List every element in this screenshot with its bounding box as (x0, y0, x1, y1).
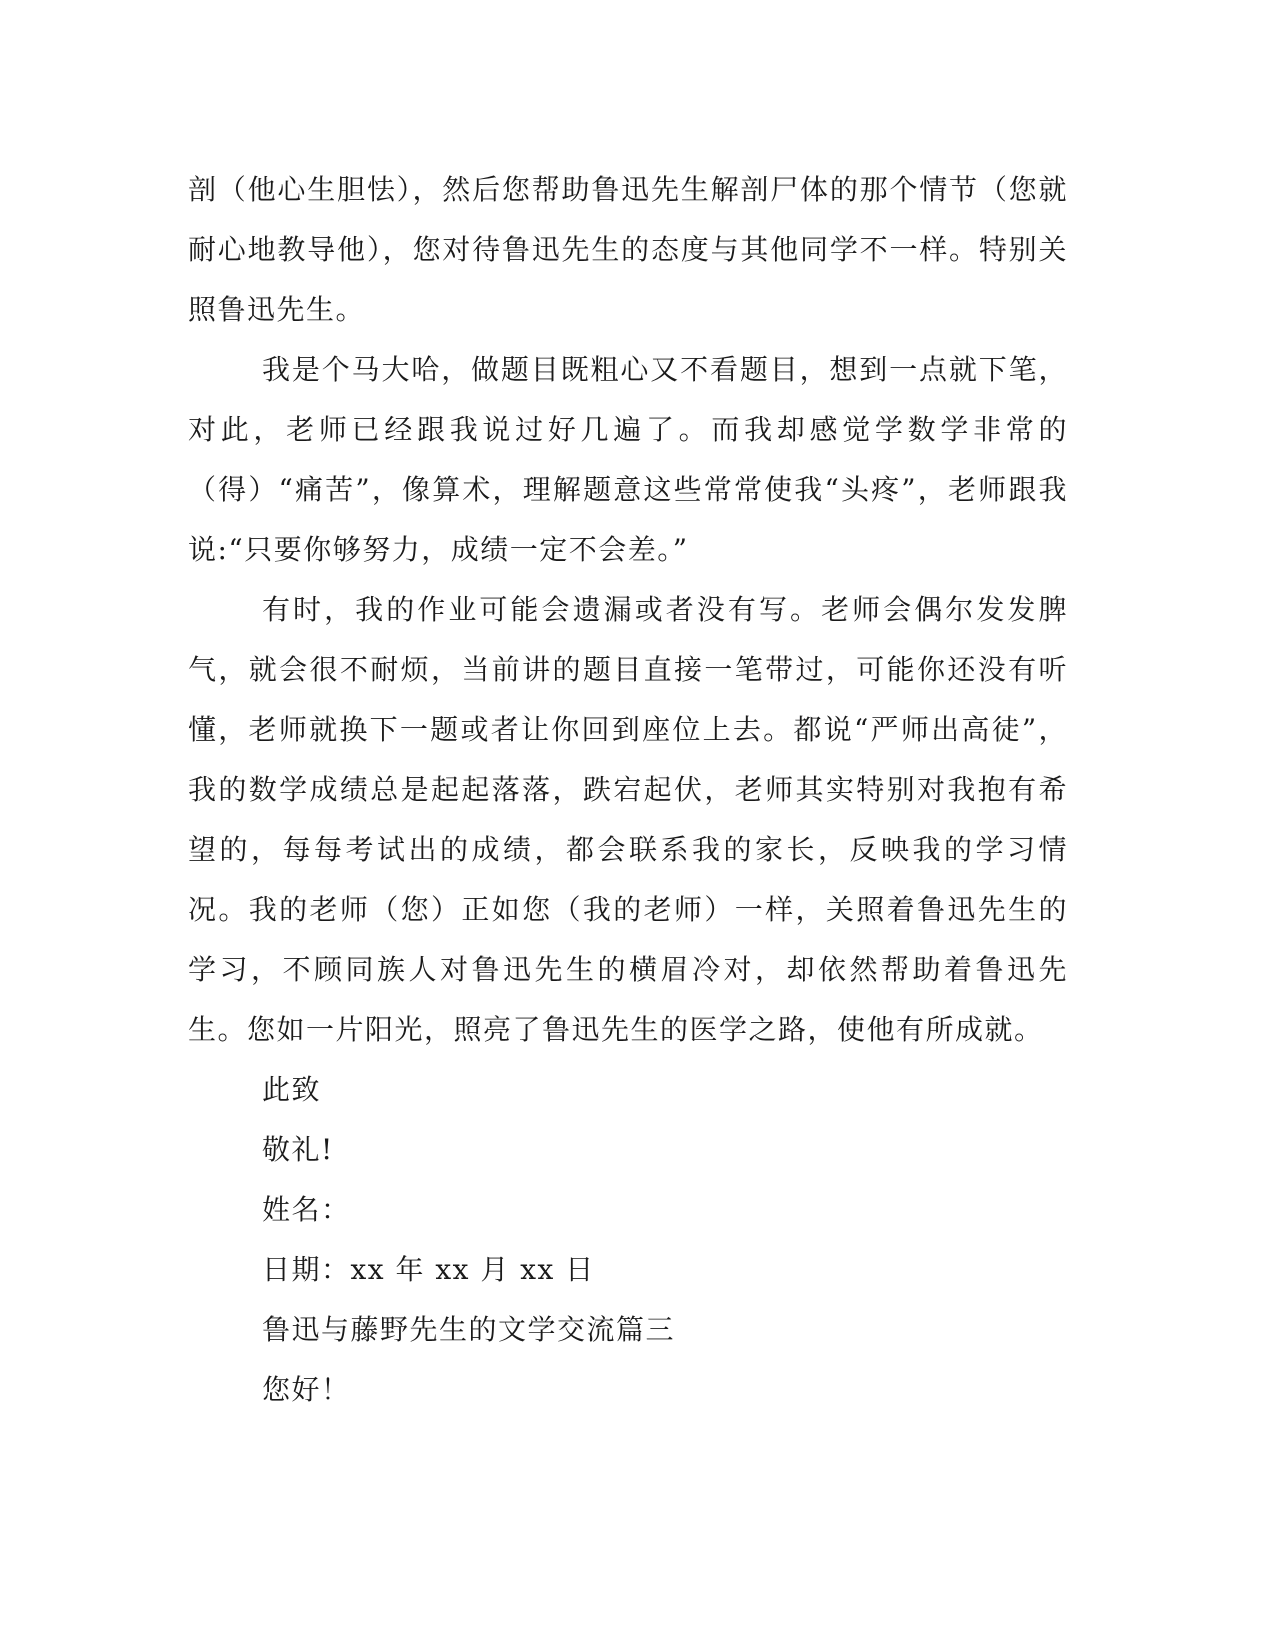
document-body (188, 160, 1068, 1420)
section-title: 鲁迅与藤野先生的文学交流篇三 (262, 1313, 676, 1346)
paragraph-2: 我是个马大哈，做题目既粗心又不看题目，想到一点就下笔，对此，老师已经跟我说过好几遍了。而我却感觉学数学非常的（得）“痛苦”，像算术，理解题意这些常常使我“头疼”，老师跟我说:“只要你够努力，成绩一定不会差。” (188, 353, 1068, 566)
date-label: 日期：xx 年 xx 月 xx 日 (262, 1253, 595, 1286)
regards: 敬礼! (262, 1133, 334, 1166)
name-label: 姓名： (262, 1193, 351, 1226)
paragraph-1: 剖（他心生胆怯），然后您帮助鲁迅先生解剖尸体的那个情节（您就耐心地教导他），您对待鲁迅先生的态度与其他同学不一样。特别关照鲁迅先生。 (188, 173, 1068, 326)
greeting: 您好！ (262, 1373, 351, 1406)
salutation: 此致 (262, 1073, 322, 1106)
paragraph-3: 有时，我的作业可能会遗漏或者没有写。老师会偶尔发发脾气，就会很不耐烦，当前讲的题目直接一笔带过，可能你还没有听懂，老师就换下一题或者让你回到座位上去。都说“严师出高徒”，我的数学成绩总是起起落落，跌宕起伏，老师其实特别对我抱有希望的，每每考试出的成绩，都会联系我的家长，反映我的学习情况。我的老师（您）正如您（我的老师）一样，关照着鲁迅先生的学习，不顾同族人对鲁迅先生的横眉冷对，却依然帮助着鲁迅先生。您如一片阳光，照亮了鲁迅先生的医学之路，使他有所成就。 (188, 593, 1068, 1046)
